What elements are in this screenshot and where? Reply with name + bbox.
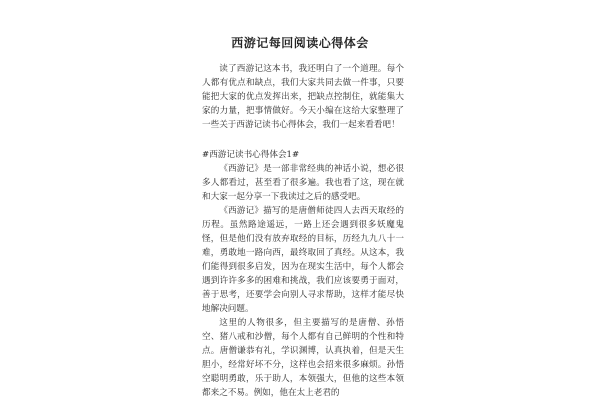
body-paragraph: 《西游记》描写的是唐僧师徒四人去西天取经的历程。虽然路途遥远，一路上还会遇到很多妖魔鬼怪，但是他们没有放弃取经的目标，历经九九八十一难，勇敢地一路向西，最终取回了真经。从这本，我们能得到很多启发，因为在现实生活中，每个人都会遇到许许多多的困难和挑战，我们应该要勇于面对，善于思考，还要学会向别人寻求帮助，这样才能尽快地解决问题。 (202, 206, 404, 314)
section-title: #西游记读书心得体会1# (202, 150, 300, 160)
document-title: 西游记每回阅读心得体会 (231, 36, 369, 50)
intro-paragraph: 读了西游记这本书，我还明白了一个道理。每个人都有优点和缺点，我们大家共同去做一件事，只要能把大家的优点发挥出来，把缺点控制住，就能集大家的力量，把事情做好。今天小编在这给大家整理了一些关于西游记读书心得体会，我们一起来看看吧！ (202, 64, 404, 130)
body-paragraph: 这里的人物很多，但主要描写的是唐僧、孙悟空、猪八戒和沙僧，每个人都有自己鲜明的个性和特点。唐僧谦恭有礼，学识渊博，认真执着，但是天生胆小，经常好坏不分，这样也会招来很多麻烦。孙悟空聪明勇敢，乐于助人，本领强大，但他的这些本领都来之不易。例如，他在太上老君的 (202, 318, 404, 398)
body-paragraph: 《西游记》是一部非常经典的神话小说，想必很多人都看过，甚至看了很多遍。我也看了这，现在就和大家一起分享一下我读过之后的感受吧。 (202, 164, 404, 202)
document-body (202, 62, 404, 400)
